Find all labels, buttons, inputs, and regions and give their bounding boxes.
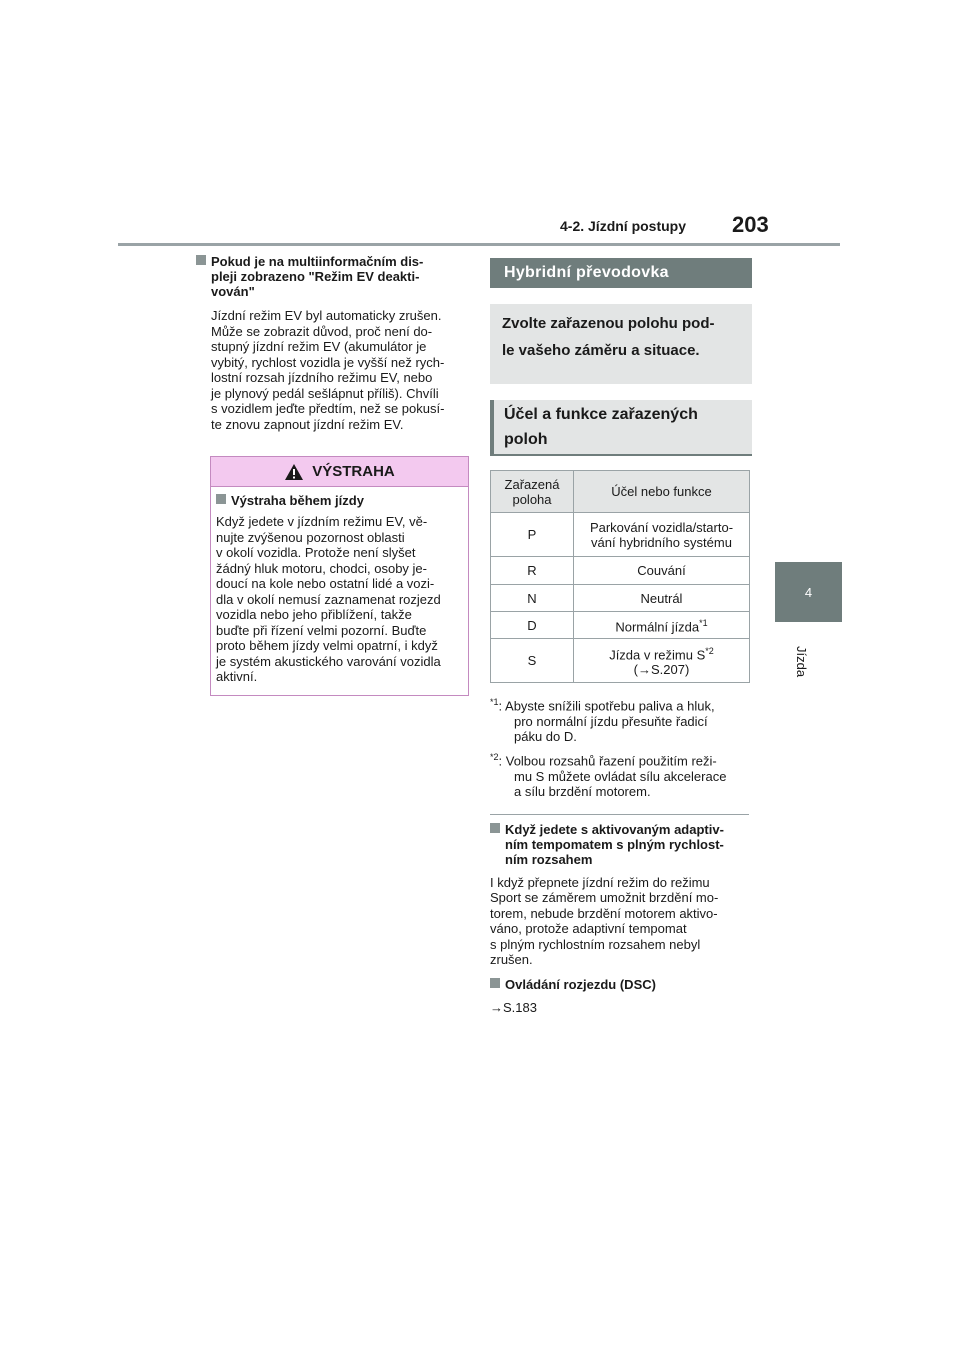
table-row: N Neutrál	[491, 585, 750, 612]
column-header-position: Zařazená poloha	[491, 471, 574, 513]
subheading-ev-deactivated: Pokud je na multiinformačním dis- pleji zobrazeno "Režim EV deakti- vován"	[211, 254, 469, 299]
section-heading-transmission: Hybridní převodovka	[490, 258, 752, 288]
left-column	[211, 254, 469, 432]
footnotes	[490, 695, 752, 800]
chapter-label: Jízda	[794, 646, 809, 678]
page-reference-link[interactable]: →S.183	[490, 999, 537, 1015]
page-number: 203	[732, 212, 769, 237]
section-divider	[490, 814, 749, 815]
warning-title: VÝSTRAHA	[312, 463, 395, 480]
footnote-1: $^{*1}$: Abyste snížili spotřebu paliva a hluk, pro normální jízdu přesuňte řadicí páku do D.	[490, 697, 715, 745]
table-row: R Couvání	[491, 557, 750, 585]
warning-subheading: Výstraha během jízdy	[216, 493, 462, 509]
square-bullet-icon	[216, 494, 226, 504]
warning-triangle-icon	[284, 463, 304, 481]
subsection-heading-gear-positions: Účel a funkce zařazených poloh	[490, 400, 752, 456]
warning-box	[210, 456, 469, 696]
subheading-dsc: Ovládání rozjezdu (DSC)	[490, 977, 752, 992]
table-row: S Jízda v režimu $S^{*2}$ (→S.207)	[491, 639, 750, 683]
right-column	[490, 258, 752, 1015]
footnote-2: $^{*2}$: Volbou rozsahů řazení použitím reži- mu S můžete ovládat sílu akcelerace a sílu brzdění motorem.	[490, 751, 727, 800]
paragraph-ev-deactivated: Jízdní režim EV byl automaticky zrušen. Může se zobrazit důvod, proč není do- stupný jízdní režim EV (akumulátor je vybitý, rychlost vozidla je vyšší než rych- lostní rozsah jízdního režimu EV, nebo je plynový pedál sešlápnut příliš). Chvíli s vozidlem jeďte předtím, než se pokusí- te znovu zapnout jízdní režim EV.	[211, 308, 445, 432]
warning-text: Když jedete v jízdním režimu EV, vě- nujte zvýšenou pozornost oblasti v okolí vozidla. Protože není slyšet žádný hluk motoru, chodci, osoby je- doucí na kole nebo ostatní lidé a vozi- dla v okolí nemusí zaznamenat rozjezd vozidla nebo jeho přiblížení, takže buďte při řízení velmi pozorní. Buďte proto během jízdy velmi opatrní, i když je systém akustického varování vozidla aktivní.	[216, 514, 441, 684]
table-row: P Parkování vozidla/starto- vání hybridního systému	[491, 513, 750, 557]
chapter-tab[interactable]: 4	[775, 562, 842, 622]
square-bullet-icon	[490, 823, 500, 833]
square-bullet-icon	[490, 978, 500, 988]
table-row: D Normální jízda$^{*1}$	[491, 612, 750, 639]
subheading-adaptive-cruise: Když jedete s aktivovaným adaptiv- ním tempomatem s plným rychlost- ním rozsahem	[490, 822, 752, 867]
header-divider	[118, 243, 840, 246]
section-title: 4-2. Jízdní postupy	[560, 218, 687, 234]
warning-header	[211, 457, 468, 487]
square-bullet-icon	[196, 255, 206, 265]
intro-band: Zvolte zařazenou polohu pod- le vašeho záměru a situace.	[490, 304, 752, 384]
gear-positions-table	[490, 470, 750, 683]
column-header-purpose: Účel nebo funkce	[574, 471, 750, 513]
paragraph-adaptive-cruise: I když přepnete jízdní režim do režimu Sport se záměrem umožnit brzdění mo- torem, nebude brzdění motorem aktivo- váno, protože adaptivní tempomat s plným rychlostním rozsahem nebyl zrušen.	[490, 874, 719, 968]
table-header-row	[491, 471, 750, 513]
